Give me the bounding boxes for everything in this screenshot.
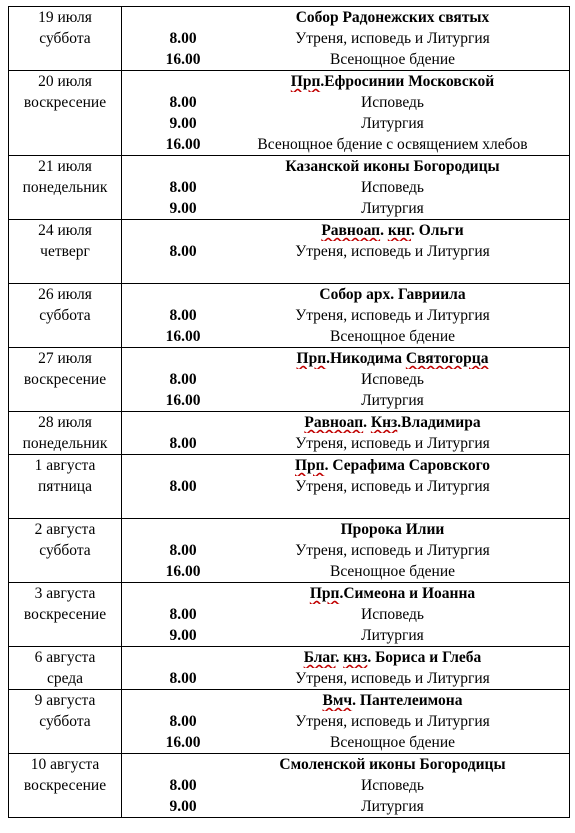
service-time: 8.00 <box>169 542 197 559</box>
service-weekday: воскресение <box>23 606 107 623</box>
service-date: 2 августа <box>34 521 96 538</box>
service-date: 9 августа <box>34 692 96 709</box>
feast-title <box>216 754 569 775</box>
service-time: 8.00 <box>169 307 197 324</box>
service-time: 9.00 <box>169 627 197 644</box>
feast-title-part: .Ефросинии Московской <box>320 73 495 90</box>
service-date: 24 июля <box>38 222 92 239</box>
time-cell <box>122 583 217 647</box>
service-name: Утреня, исповедь и Литургия <box>295 542 490 559</box>
service-name: Утреня, исповедь и Литургия <box>295 713 490 730</box>
feast-title <box>216 284 569 305</box>
event-cell <box>216 455 570 519</box>
service-time: 9.00 <box>169 200 197 217</box>
date-cell <box>9 754 122 818</box>
time-spacer <box>122 7 216 28</box>
service-time: 8.00 <box>169 243 197 260</box>
schedule-row <box>9 220 570 284</box>
service-name: Всенощное бдение <box>330 563 455 580</box>
feast-title-part: . Серафима Саровского <box>324 457 490 474</box>
service-name: Всенощное бдение <box>330 328 455 345</box>
schedule-row <box>9 156 570 220</box>
service-weekday: среда <box>46 670 84 687</box>
schedule-row <box>9 583 570 647</box>
service-name: Литургия <box>361 115 424 132</box>
service-time: 16.00 <box>165 51 201 68</box>
feast-title-part: . Пантелеимона <box>352 692 463 709</box>
service-weekday: суббота <box>39 30 91 47</box>
schedule-row <box>9 519 570 583</box>
service-time: 16.00 <box>165 136 201 153</box>
schedule-row <box>9 348 570 412</box>
time-spacer <box>122 690 216 711</box>
service-name: Литургия <box>361 627 424 644</box>
time-cell <box>122 412 217 455</box>
feast-title-part: Смоленской иконы Богородицы <box>279 756 506 773</box>
feast-title-part: .Симеона и Иоанна <box>339 585 476 602</box>
service-time: 8.00 <box>169 30 197 47</box>
time-spacer <box>122 71 216 92</box>
date-cell <box>9 348 122 412</box>
service-weekday: понедельник <box>22 179 108 196</box>
time-cell <box>122 690 217 754</box>
service-time: 8.00 <box>169 606 197 623</box>
feast-title-part: Прп <box>295 457 325 474</box>
schedule-table <box>8 6 570 818</box>
time-cell <box>122 647 217 690</box>
service-name: Исповедь <box>361 777 424 794</box>
service-weekday: суббота <box>39 713 91 730</box>
time-spacer <box>122 519 216 540</box>
service-name: Исповедь <box>361 371 424 388</box>
service-date: 3 августа <box>34 585 96 602</box>
event-cell <box>216 7 570 71</box>
feast-title-part: .Владимира <box>397 414 481 431</box>
time-cell <box>122 220 217 284</box>
service-name: Утреня, исповедь и Литургия <box>295 478 490 495</box>
feast-title-part: Пророка Илии <box>340 521 445 538</box>
schedule-row <box>9 647 570 690</box>
time-cell <box>122 156 217 220</box>
service-date: 26 июля <box>38 286 92 303</box>
feast-title-part: . <box>380 222 388 239</box>
service-time: 8.00 <box>169 179 197 196</box>
feast-title-part: . <box>335 649 344 666</box>
feast-title-part: . <box>363 414 371 431</box>
service-time: 8.00 <box>169 371 197 388</box>
feast-title <box>216 412 569 433</box>
service-time: 16.00 <box>165 563 201 580</box>
service-name: Всенощное бдение <box>330 51 455 68</box>
time-cell <box>122 348 217 412</box>
feast-title-part: Собор Радонежских святых <box>295 9 490 26</box>
feast-title-part: Святогорца <box>405 350 489 367</box>
date-cell <box>9 455 122 519</box>
service-time: 8.00 <box>169 713 197 730</box>
feast-title <box>216 583 569 604</box>
feast-title <box>216 455 569 476</box>
service-time: 8.00 <box>169 478 197 495</box>
date-cell <box>9 519 122 583</box>
service-name: Литургия <box>361 798 424 815</box>
service-name: Всенощное бдение с освящением хлебов <box>257 136 528 153</box>
feast-title-part: Собор арх. Гавриила <box>319 286 466 303</box>
time-cell <box>122 519 217 583</box>
service-name: Всенощное бдение <box>330 734 455 751</box>
service-name: Литургия <box>361 200 424 217</box>
feast-title-part: Равноап <box>304 414 364 431</box>
service-time: 16.00 <box>165 734 201 751</box>
feast-title-part: Благ <box>303 649 336 666</box>
service-date: 27 июля <box>38 350 92 367</box>
service-date: 19 июля <box>38 9 92 26</box>
feast-title-part: Вмч <box>322 692 353 709</box>
service-weekday: четверг <box>40 243 90 260</box>
service-weekday: воскресение <box>23 371 107 388</box>
service-time: 9.00 <box>169 798 197 815</box>
service-name: Исповедь <box>361 179 424 196</box>
schedule-row <box>9 754 570 818</box>
feast-title-part: . Бориса и Глеба <box>367 649 482 666</box>
feast-title-part: Кнз <box>370 414 398 431</box>
service-weekday: воскресение <box>23 94 107 111</box>
service-name: Утреня, исповедь и Литургия <box>295 243 490 260</box>
feast-title <box>216 519 569 540</box>
schedule-body <box>9 7 570 818</box>
service-date: 1 августа <box>34 457 96 474</box>
feast-title <box>216 156 569 177</box>
event-cell <box>216 647 570 690</box>
service-weekday: пятница <box>38 478 92 495</box>
feast-title-part: . Ольги <box>410 222 464 239</box>
event-cell <box>216 690 570 754</box>
feast-title <box>216 7 569 28</box>
schedule-row <box>9 690 570 754</box>
time-spacer <box>122 583 216 604</box>
date-cell <box>9 220 122 284</box>
service-name: Исповедь <box>361 94 424 111</box>
time-cell <box>122 284 217 348</box>
service-weekday: суббота <box>39 542 91 559</box>
service-time: 8.00 <box>169 94 197 111</box>
event-cell <box>216 220 570 284</box>
event-cell <box>216 348 570 412</box>
time-cell <box>122 455 217 519</box>
date-cell <box>9 690 122 754</box>
service-weekday: воскресение <box>23 777 107 794</box>
event-cell <box>216 583 570 647</box>
service-time: 8.00 <box>169 435 197 452</box>
feast-title-part: .Никодима <box>326 350 406 367</box>
service-time: 9.00 <box>169 115 197 132</box>
event-cell <box>216 156 570 220</box>
feast-title-part: Казанской иконы Богородицы <box>285 158 500 175</box>
feast-title <box>216 220 569 241</box>
event-cell <box>216 519 570 583</box>
time-spacer <box>122 220 216 241</box>
feast-title-part: кнз <box>343 649 368 666</box>
service-name: Утреня, исповедь и Литургия <box>295 435 490 452</box>
service-weekday: суббота <box>39 307 91 324</box>
feast-title-part: Прп <box>296 350 327 367</box>
service-name: Утреня, исповедь и Литургия <box>295 307 490 324</box>
service-date: 6 августа <box>34 649 96 666</box>
feast-title <box>216 647 569 668</box>
service-time: 16.00 <box>165 328 201 345</box>
feast-title-part: Прп <box>290 73 321 90</box>
feast-title-part: Равноап <box>321 222 381 239</box>
date-cell <box>9 284 122 348</box>
service-time: 8.00 <box>169 777 197 794</box>
service-name: Утреня, исповедь и Литургия <box>295 30 490 47</box>
schedule-row <box>9 284 570 348</box>
schedule-row <box>9 71 570 156</box>
service-time: 16.00 <box>165 392 201 409</box>
schedule-row <box>9 412 570 455</box>
time-spacer <box>122 284 216 305</box>
service-name: Литургия <box>361 392 424 409</box>
service-date: 20 июля <box>38 73 92 90</box>
service-name: Исповедь <box>361 606 424 623</box>
time-cell <box>122 754 217 818</box>
event-cell <box>216 284 570 348</box>
date-cell <box>9 412 122 455</box>
date-cell <box>9 7 122 71</box>
service-weekday: понедельник <box>22 435 108 452</box>
schedule-row <box>9 455 570 519</box>
time-spacer <box>122 647 216 668</box>
service-name: Утреня, исповедь и Литургия <box>295 670 490 687</box>
service-time: 8.00 <box>169 670 197 687</box>
time-spacer <box>122 156 216 177</box>
service-date: 10 августа <box>30 756 100 773</box>
time-spacer <box>122 455 216 476</box>
feast-title-part: Прп <box>309 585 340 602</box>
time-spacer <box>122 348 216 369</box>
date-cell <box>9 156 122 220</box>
feast-title <box>216 71 569 92</box>
time-cell <box>122 7 217 71</box>
schedule-row <box>9 7 570 71</box>
date-cell <box>9 71 122 156</box>
service-date: 21 июля <box>38 158 92 175</box>
event-cell <box>216 754 570 818</box>
time-spacer <box>122 754 216 775</box>
time-spacer <box>122 412 216 433</box>
feast-title-part: кнг <box>387 222 411 239</box>
feast-title <box>216 348 569 369</box>
feast-title <box>216 690 569 711</box>
event-cell <box>216 71 570 156</box>
time-cell <box>122 71 217 156</box>
date-cell <box>9 647 122 690</box>
service-date: 28 июля <box>38 414 92 431</box>
event-cell <box>216 412 570 455</box>
date-cell <box>9 583 122 647</box>
